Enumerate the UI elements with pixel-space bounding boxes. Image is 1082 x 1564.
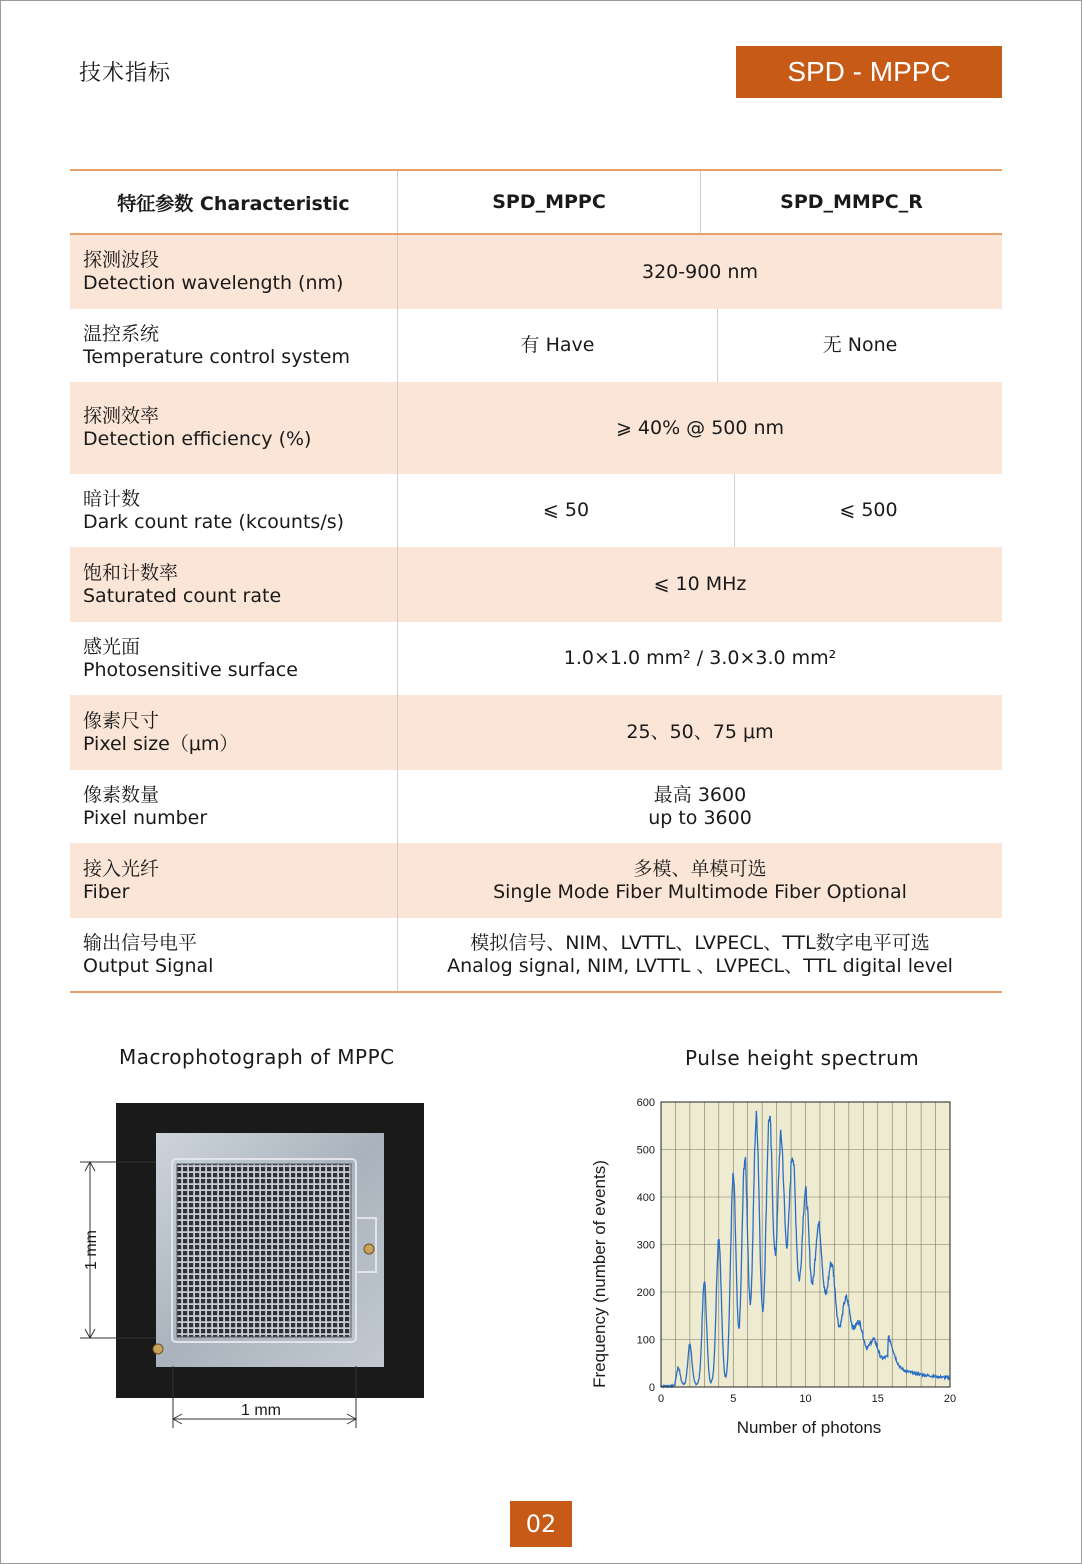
row-value: ⩾ 40% @ 500 nm — [615, 416, 785, 439]
row-label-en: Detection efficiency (%) — [83, 428, 312, 450]
row-value-en: up to 3600 — [648, 806, 752, 829]
grid — [661, 1102, 950, 1387]
table-row — [70, 918, 1002, 991]
row-label-en: Output Signal — [83, 954, 214, 977]
row-value-en: Analog signal, NIM, LVTTL 、LVPECL、TTL digital level — [447, 954, 953, 977]
dimension-label-horizontal: 1 mm — [241, 1402, 281, 1419]
row-value-spd-mmpc-r: ⩽ 500 — [839, 499, 898, 521]
column-header-spd-mmpc-r: SPD_MMPC_R — [780, 191, 923, 213]
row-value-en: Single Mode Fiber Multimode Fiber Optional — [493, 880, 907, 903]
column-header-characteristic: 特征参数 Characteristic — [70, 171, 398, 233]
row-label-cn: 像素尺寸 — [83, 709, 160, 732]
spec-table — [70, 169, 1002, 993]
row-label-cn: 饱和计数率 — [83, 561, 179, 584]
column-header-spd-mppc: SPD_MPPC — [398, 171, 701, 233]
row-value: 最高 3600 — [653, 783, 747, 806]
table-row — [70, 235, 1002, 309]
row-value: 多模、单模可选 — [633, 857, 767, 880]
y-tick-label: 500 — [636, 1144, 655, 1157]
row-label-cn: 探测效率 — [83, 405, 160, 427]
row-label-cn: 像素数量 — [83, 783, 160, 806]
row-value-spd-mppc: ⩽ 50 — [398, 474, 735, 547]
row-label-en: Dark count rate (kcounts/s) — [83, 510, 345, 533]
section-title: 技术指标 — [79, 61, 172, 86]
row-label-cn: 温控系统 — [83, 322, 160, 345]
table-header — [70, 171, 1002, 235]
photo-caption: Macrophotograph of MPPC — [119, 1045, 395, 1069]
x-tick-label: 10 — [799, 1393, 812, 1405]
table-row — [70, 382, 1002, 474]
table-row — [70, 843, 1002, 918]
table-row — [70, 695, 1002, 770]
table-row — [70, 474, 1002, 547]
row-value: 320-900 nm — [642, 260, 758, 283]
x-tick-label: 0 — [657, 1393, 665, 1405]
y-tick-label: 400 — [636, 1192, 655, 1204]
table-row — [70, 770, 1002, 843]
y-tick-label: 300 — [636, 1239, 655, 1252]
y-tick-label: 200 — [636, 1287, 655, 1299]
y-tick-label: 0 — [648, 1382, 655, 1394]
row-label-en: Pixel number — [83, 806, 208, 829]
y-axis-label: Frequency (number of events) — [590, 1160, 609, 1388]
row-label-en: Fiber — [83, 880, 130, 903]
row-label-en: Photosensitive surface — [83, 658, 298, 681]
row-label-cn: 暗计数 — [83, 487, 141, 510]
chart-title: Pulse height spectrum — [685, 1046, 920, 1070]
pulse-height-chart — [585, 1090, 980, 1445]
row-label-en: Pixel size（μm） — [83, 732, 239, 755]
x-axis-label: Number of photons — [736, 1418, 882, 1437]
product-badge: SPD - MPPC — [736, 46, 1002, 98]
table-row — [70, 622, 1002, 695]
row-value: ⩽ 10 MHz — [653, 573, 747, 595]
table-row — [70, 309, 1002, 382]
mppc-photo — [80, 1100, 440, 1430]
table-row — [70, 547, 1002, 622]
y-tick-label: 600 — [636, 1097, 655, 1109]
row-value-spd-mmpc-r: 无 None — [822, 334, 898, 356]
row-value: 1.0×1.0 mm² / 3.0×3.0 mm² — [563, 647, 837, 669]
row-label-cn: 感光面 — [83, 635, 141, 658]
row-label-cn: 探测波段 — [83, 249, 160, 271]
dimension-label-vertical: 1 mm — [83, 1230, 100, 1270]
row-label-cn: 接入光纤 — [83, 857, 160, 880]
y-tick-label: 100 — [636, 1334, 655, 1347]
row-label-en: Temperature control system — [83, 345, 350, 368]
row-value-spd-mppc: 有 Have — [398, 309, 718, 382]
x-tick-label: 20 — [943, 1393, 957, 1405]
row-value: 25、50、75 μm — [626, 721, 774, 743]
page-number: 02 — [510, 1501, 572, 1547]
row-label-en: Detection wavelength (nm) — [83, 272, 344, 294]
row-label-cn: 输出信号电平 — [83, 931, 198, 954]
row-value: 模拟信号、NIM、LVTTL、LVPECL、TTL数字电平可选 — [470, 931, 930, 954]
row-label-en: Saturated count rate — [83, 584, 282, 607]
x-tick-label: 5 — [730, 1393, 737, 1405]
x-tick-label: 15 — [871, 1393, 884, 1405]
